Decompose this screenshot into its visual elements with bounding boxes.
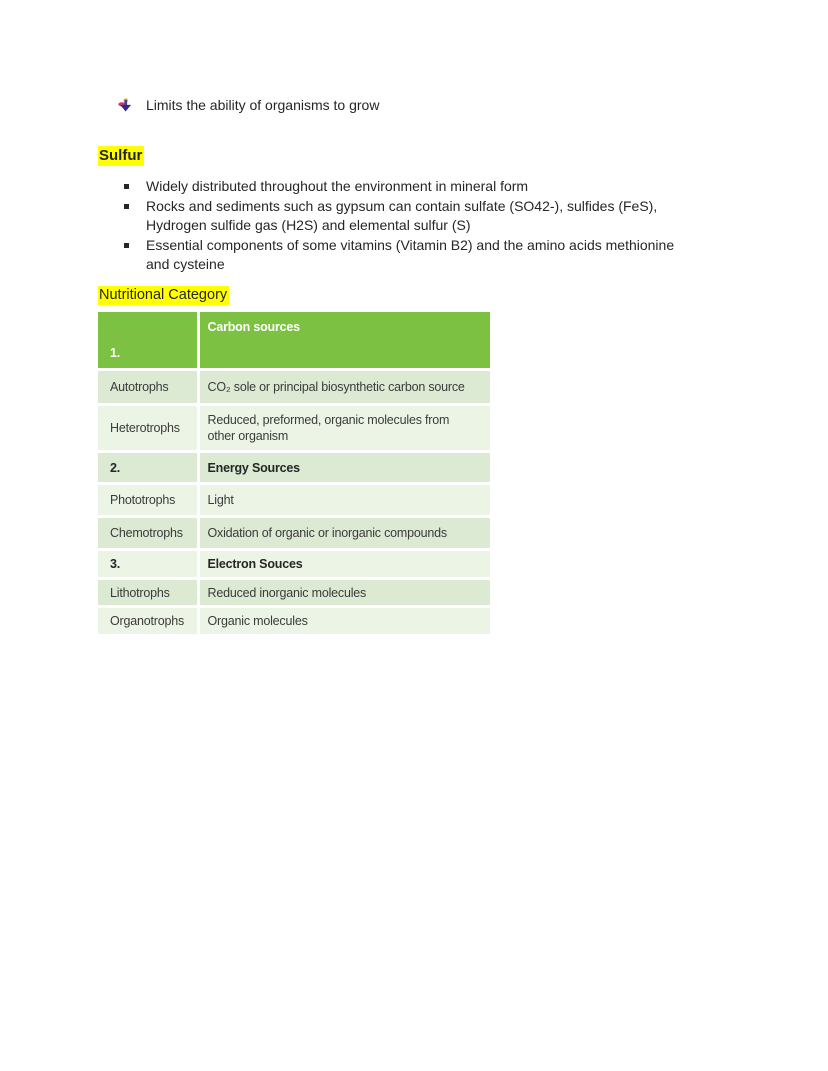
colored-down-arrow-icon — [118, 98, 133, 113]
row-label-cell: Autotrophs — [98, 370, 198, 405]
row-label-cell: Heterotrophs — [98, 405, 198, 452]
sulfur-bullet-list — [98, 177, 698, 275]
bullet-text: Essential components of some vitamins (Vitamin B2) and the amino acids methionine and cysteine — [146, 236, 675, 273]
table-row — [98, 405, 490, 452]
intro-bullet-text: Limits the ability of organisms to grow — [146, 97, 380, 113]
heading-sulfur: Sulfur — [99, 147, 143, 164]
row-value-cell: Reduced inorganic molecules — [198, 579, 490, 607]
bullet-text: Rocks and sediments such as gypsum can contain sulfate (SO42-), sulfides (FeS), Hydrogen sulfide gas (H2S) and elemental sulfur (S) — [146, 197, 658, 234]
square-bullet-icon — [124, 184, 129, 189]
table-header-row — [98, 312, 490, 370]
header-cell-number: 1. — [98, 312, 198, 370]
table-row — [98, 484, 490, 517]
square-bullet-icon — [124, 204, 129, 209]
row-value-cell: Oxidation of organic or inorganic compounds — [198, 517, 490, 550]
table-row — [98, 579, 490, 607]
bullet-text: Widely distributed throughout the environment in mineral form — [146, 178, 529, 194]
row-value-cell: Reduced, preformed, organic molecules from other organism — [198, 405, 490, 452]
bullet-item — [98, 236, 698, 275]
row-label-cell: 3. — [98, 550, 198, 579]
table-row — [98, 607, 490, 634]
table-row — [98, 370, 490, 405]
row-value-cell: Light — [198, 484, 490, 517]
bullet-item — [98, 177, 698, 197]
nutritional-category-table — [98, 312, 490, 634]
table-row — [98, 517, 490, 550]
row-label-cell: Chemotrophs — [98, 517, 198, 550]
row-value-cell: Energy Sources — [198, 452, 490, 484]
heading-nutritional-category: Nutritional Category — [99, 287, 228, 303]
header-cell-title: Carbon sources — [198, 312, 490, 370]
row-value-cell: Organic molecules — [198, 607, 490, 634]
row-label-cell: Lithotrophs — [98, 579, 198, 607]
row-label-cell: Organotrophs — [98, 607, 198, 634]
row-value-cell: CO₂ sole or principal biosynthetic carbon source — [198, 370, 490, 405]
table-row — [98, 452, 490, 484]
intro-bullet-item — [118, 96, 379, 115]
table-row — [98, 550, 490, 579]
bullet-item — [98, 197, 698, 236]
row-label-cell: 2. — [98, 452, 198, 484]
square-bullet-icon — [124, 243, 129, 248]
row-value-cell: Electron Souces — [198, 550, 490, 579]
row-label-cell: Phototrophs — [98, 484, 198, 517]
